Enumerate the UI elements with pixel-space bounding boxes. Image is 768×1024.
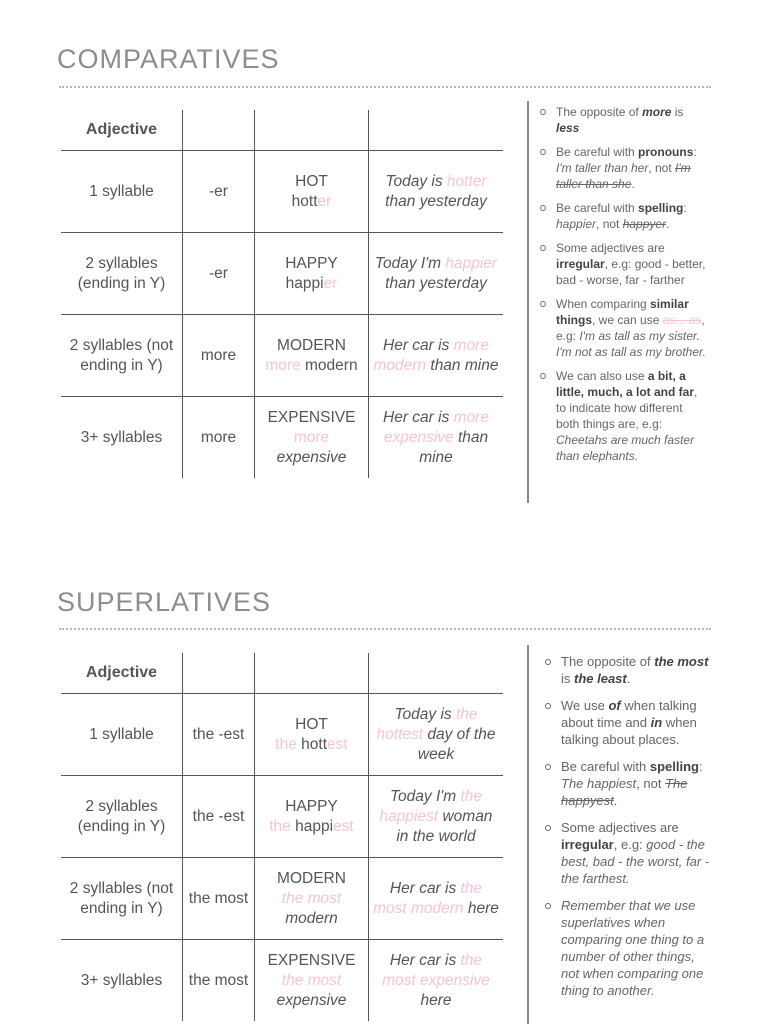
example-pre: Today is [394,705,456,723]
example-pre: Today is [385,172,447,190]
example-highlight: the most expensive [382,951,490,989]
form-word: HAPPY [285,254,338,272]
form-suffix: er [323,274,338,292]
row-label: 2 syllables (ending in Y) [61,775,183,857]
row-form [255,314,369,396]
example-pre: Her car is [389,951,461,969]
row-rule: the -est [183,693,255,775]
row-example [369,396,503,478]
superlatives-notes [545,653,713,1009]
example-highlight: hotter [446,172,487,190]
example-post: than yesterday [385,274,487,292]
note-item: The opposite of the most is the least. [545,653,713,687]
row-example [369,775,503,857]
row-label: 2 syllables (ending in Y) [61,232,183,314]
form-rest: modern [285,909,338,927]
row-rule: -er [183,150,255,232]
form-stem: hott [301,735,328,753]
row-form [255,396,369,478]
form-word: EXPENSIVE [267,408,356,426]
form-pre: the [275,735,297,753]
example-post: here [420,991,452,1009]
header-adjective: Adjective [61,653,183,693]
comparatives-notes-divider [527,101,529,503]
example-pre: Today I'm [374,254,446,272]
note-item: Be careful with pronouns: I'm taller than her, not I'm taller than she. [540,144,708,192]
row-form [255,693,369,775]
form-word: EXPENSIVE [267,951,356,969]
form-stem: happi [285,274,324,292]
note-item: Remember that we use superlatives when comparing one thing to a number of other things, not when comparing one thing to another. [545,897,713,999]
row-example [369,857,503,939]
comparatives-notes [540,104,708,472]
row-label: 3+ syllables [61,396,183,478]
example-post: here [463,899,499,917]
example-highlight: the hottest [376,705,478,743]
form-rest: modern [300,356,358,374]
row-example [369,693,503,775]
row-label: 1 syllable [61,693,183,775]
example-post: than yesterday [385,192,487,210]
example-post: woman in the world [396,807,493,845]
header-empty [255,653,369,693]
header-empty [369,110,503,150]
row-form [255,150,369,232]
row-label: 3+ syllables [61,939,183,1021]
row-example [369,232,503,314]
note-item: Some adjectives are irregular, e.g: good - better, bad - worse, far - farther [540,240,708,288]
note-item: When comparing similar things, we can use as... as, e.g: I'm as tall as my sister. I'm not as tall as my brother. [540,296,708,360]
form-word: HOT [295,172,328,190]
example-highlight: the happiest [379,787,482,825]
example-highlight: the most modern [373,879,483,917]
example-post: day of the week [417,725,496,763]
form-rest: expensive [276,991,347,1009]
form-word: MODERN [277,869,346,887]
form-word: HAPPY [285,797,338,815]
form-word: MODERN [277,336,346,354]
example-pre: Her car is [383,408,454,426]
note-item: Be careful with spelling: happier, not happyer. [540,200,708,232]
row-rule: the most [183,939,255,1021]
form-word: HOT [295,715,328,733]
row-rule: -er [183,232,255,314]
note-item: We use of when talking about time and in when talking about places. [545,697,713,748]
example-post: than mine [426,356,499,374]
form-stem: happi [295,817,334,835]
form-suffix: er [317,192,332,210]
example-highlight: more modern [373,336,489,374]
form-suffix: est [333,817,354,835]
row-label: 1 syllable [61,150,183,232]
example-pre: Her car is [383,336,454,354]
form-suffix: est [327,735,348,753]
example-pre: Her car is [389,879,461,897]
comparatives-divider [59,86,711,88]
comparatives-table [61,110,503,478]
row-example [369,150,503,232]
form-highlight: the most [281,971,342,989]
superlatives-title: SUPERLATIVES [57,587,272,617]
form-highlight: more [293,428,330,446]
note-item: Be careful with spelling: The happiest, not The happyest. [545,758,713,809]
form-highlight: the most [281,889,342,907]
header-adjective: Adjective [61,110,183,150]
row-rule: the most [183,857,255,939]
example-highlight: happier [445,254,498,272]
row-example [369,939,503,1021]
row-example [369,314,503,396]
comparatives-title: COMPARATIVES [57,44,280,74]
row-rule: more [183,314,255,396]
header-empty [183,110,255,150]
example-post: than mine [419,428,489,466]
superlatives-notes-divider [527,645,529,1024]
form-highlight: more [265,356,301,374]
superlatives-table [61,653,503,1021]
header-empty [183,653,255,693]
note-item: Some adjectives are irregular, e.g: good - the best, bad - the worst, far - the farthest. [545,819,713,887]
form-stem: hott [291,192,318,210]
row-form [255,939,369,1021]
row-rule: the -est [183,775,255,857]
header-empty [369,653,503,693]
row-label: 2 syllables (not ending in Y) [61,314,183,396]
header-empty [255,110,369,150]
example-highlight: more expensive [383,408,489,446]
example-pre: Today I'm [389,787,461,805]
note-item: We can also use a bit, a little, much, a lot and far, to indicate how different both things are, e.g: Cheetahs are much faster than elephants. [540,368,708,464]
row-form [255,857,369,939]
row-form [255,232,369,314]
form-rest: expensive [276,448,347,466]
form-pre: the [269,817,291,835]
superlatives-divider [59,628,711,630]
note-item: The opposite of more is less [540,104,708,136]
row-label: 2 syllables (not ending in Y) [61,857,183,939]
row-form [255,775,369,857]
row-rule: more [183,396,255,478]
